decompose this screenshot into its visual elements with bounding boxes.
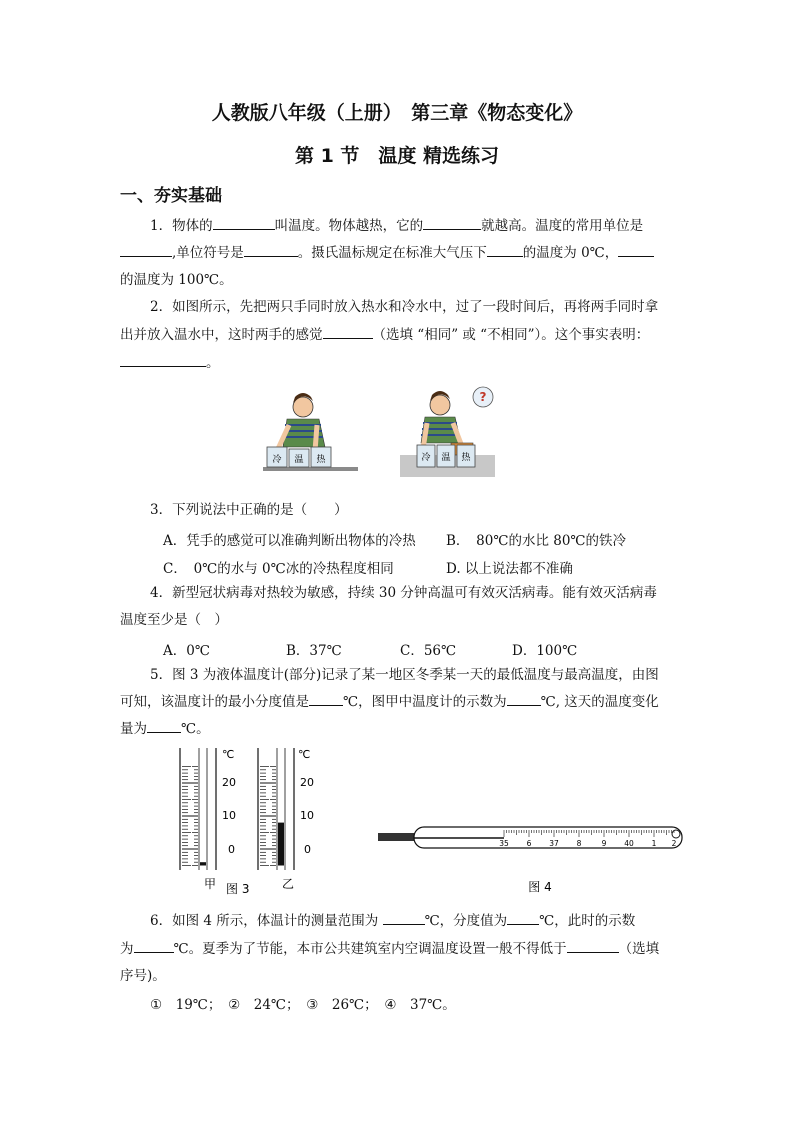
q6-blank-4[interactable] xyxy=(567,940,619,953)
q6-line3: 序号)。 xyxy=(120,968,166,984)
q5-blank-2[interactable] xyxy=(507,693,541,706)
q4-line1: 4．新型冠状病毒对热较为敏感，持续 30 分钟高温可有效灭活病毒。能有效灭活病毒 xyxy=(150,585,657,601)
thermometer-yi-name: 乙 xyxy=(282,877,295,891)
beaker-label-warm: 温 xyxy=(294,455,304,465)
q3-option-a[interactable]: A．凭手的感觉可以准确判断出物体的冷热 xyxy=(163,533,416,549)
svg-text:?: ? xyxy=(479,390,487,404)
q6-text-d: 为 xyxy=(120,941,134,957)
clinical-label-35: 35 xyxy=(499,839,509,848)
q4-option-b[interactable]: B．37℃ xyxy=(286,643,342,659)
q5-text-d: 量为 xyxy=(120,721,147,737)
q4-option-c[interactable]: C．56℃ xyxy=(400,643,457,659)
q5-line1: 5．图 3 为液体温度计(部分)记录了某一地区冬季某一天的最低温度与最高温度，由图 xyxy=(150,667,659,683)
q2-line2 xyxy=(120,326,649,344)
thermometer-yi-label-20: 20 xyxy=(300,776,314,789)
beakers-right xyxy=(417,445,475,467)
q1-line2 xyxy=(120,244,654,262)
q2-text-b: （选填 “相同” 或 “不相同”）。这个事实表明： xyxy=(372,327,650,343)
q5-text-c: ℃, 这天的温度变化 xyxy=(540,694,659,710)
part-heading: 一、夯实基础 xyxy=(120,186,222,206)
q6-line1 xyxy=(150,912,635,930)
q3-option-b[interactable]: B． 80℃的水比 80℃的铁冷 xyxy=(446,533,627,549)
thermometer-yi xyxy=(258,748,314,870)
q3-option-c[interactable]: C． 0℃的水与 0℃冰的冷热程度相同 xyxy=(163,561,394,577)
document-title: 人教版八年级（上册） 第三章《物态变化》 xyxy=(211,102,583,124)
clinical-label-41: 1 xyxy=(651,839,657,848)
q2-blank-2[interactable] xyxy=(120,354,206,367)
thermometer-jia-label-10: 10 xyxy=(222,809,236,822)
q1-blank-5[interactable] xyxy=(487,244,523,257)
thermometer-jia xyxy=(180,748,236,870)
q3-stem: 3．下列说法中正确的是（ ） xyxy=(150,502,348,518)
q6-text-b: ℃，分度值为 xyxy=(424,913,508,929)
q2-line1: 2．如图所示，先把两只手同时放入热水和冷水中，过了一段时间后，再将两手同时拿 xyxy=(150,299,659,315)
q5-text-e: ℃。 xyxy=(181,721,210,737)
q6-text-e: ℃。夏季为了节能，本市公共建筑室内空调温度设置一般不得低于 xyxy=(173,941,567,957)
q1-text-e: 。摄氏温标规定在标准大气压下 xyxy=(297,245,487,261)
q6-line2 xyxy=(120,940,659,958)
thermometer-yi-unit: ℃ xyxy=(298,748,311,761)
q5-text-b: ℃，图甲中温度计的示数为 xyxy=(343,694,507,710)
beakers-left xyxy=(267,447,331,467)
clinical-label-37: 37 xyxy=(549,839,559,848)
beaker-label-hot-2: 热 xyxy=(461,453,471,463)
q2-text-c: 。 xyxy=(206,355,220,371)
thermometer-yi-label-10: 10 xyxy=(300,809,314,822)
clinical-label-36: 6 xyxy=(526,839,532,848)
q1-blank-2[interactable] xyxy=(423,217,481,230)
beaker-label-hot: 热 xyxy=(316,455,326,465)
figure-4-clinical-thermometer xyxy=(374,822,694,894)
q4-line2: 温度至少是（ ） xyxy=(120,612,228,628)
question-bubble-icon xyxy=(473,387,493,407)
q6-blank-1[interactable] xyxy=(383,912,425,925)
section-title: 第 1 节 温度 精选练习 xyxy=(294,145,500,167)
q6-text-c: ℃，此时的示数 xyxy=(539,913,636,929)
q5-blank-3[interactable] xyxy=(147,720,181,733)
q1-text-b: 叫温度。物体越热，它的 xyxy=(274,218,424,234)
thermometer-jia-liquid-column xyxy=(200,862,206,865)
q5-blank-1[interactable] xyxy=(309,693,343,706)
clinical-label-42: 2 xyxy=(671,839,677,848)
q6-text-a: 6．如图 4 所示，体温计的测量范围为 xyxy=(150,913,379,929)
clinical-label-38: 8 xyxy=(576,839,582,848)
hands-experiment-illustration xyxy=(255,385,495,485)
q1-line3: 的温度为 100℃。 xyxy=(120,272,233,288)
q1-blank-4[interactable] xyxy=(244,244,298,257)
q1-text-d: ,单位符号是 xyxy=(172,245,244,261)
thermometer-yi-liquid-column xyxy=(278,823,284,866)
q5-text-a: 可知，该温度计的最小分度值是 xyxy=(120,694,309,710)
thermometer-jia-label-0: 0 xyxy=(228,843,235,856)
q4-option-d[interactable]: D．100℃ xyxy=(512,643,578,659)
q1-text-c: 就越高。温度的常用单位是 xyxy=(481,218,644,234)
q3-option-d[interactable]: D. 以上说法都不准确 xyxy=(446,561,573,577)
q1-blank-1[interactable] xyxy=(213,217,275,230)
q1-blank-6[interactable] xyxy=(618,244,654,257)
q5-line3 xyxy=(120,720,210,738)
figure-3-caption: 图 3 xyxy=(226,882,250,896)
figure-4-caption: 图 4 xyxy=(528,880,552,894)
thermometer-yi-label-0: 0 xyxy=(304,843,311,856)
q1-text-a: 1．物体的 xyxy=(150,218,213,234)
q1-blank-3[interactable] xyxy=(120,244,172,257)
figure-3-thermometers xyxy=(170,742,330,898)
beaker-label-cold: 冷 xyxy=(272,455,282,465)
q6-options: ① 19℃； ② 24℃； ③ 26℃； ④ 37℃。 xyxy=(150,997,456,1013)
thermometer-yi-ticks xyxy=(260,767,276,866)
thermometer-jia-name: 甲 xyxy=(204,877,217,891)
q5-line2 xyxy=(120,693,659,711)
clinical-label-39: 9 xyxy=(601,839,607,848)
q1-line1 xyxy=(150,217,643,235)
thermometer-jia-unit: ℃ xyxy=(222,748,235,761)
clinical-label-40: 40 xyxy=(624,839,634,848)
q2-line3 xyxy=(120,354,220,372)
q1-text-f: 的温度为 0℃， xyxy=(522,245,619,261)
thermometer-jia-ticks xyxy=(182,767,198,866)
beaker-label-warm-2: 温 xyxy=(441,453,451,463)
q2-blank-1[interactable] xyxy=(323,326,373,339)
q6-blank-3[interactable] xyxy=(134,940,174,953)
beaker-label-cold-2: 冷 xyxy=(421,453,431,463)
q6-text-f: （选填 xyxy=(618,941,660,957)
thermometer-jia-label-20: 20 xyxy=(222,776,236,789)
q6-blank-2[interactable] xyxy=(507,912,539,925)
q2-text-a: 出并放入温水中，这时两手的感觉 xyxy=(120,327,323,343)
q4-option-a[interactable]: A．0℃ xyxy=(163,643,210,659)
